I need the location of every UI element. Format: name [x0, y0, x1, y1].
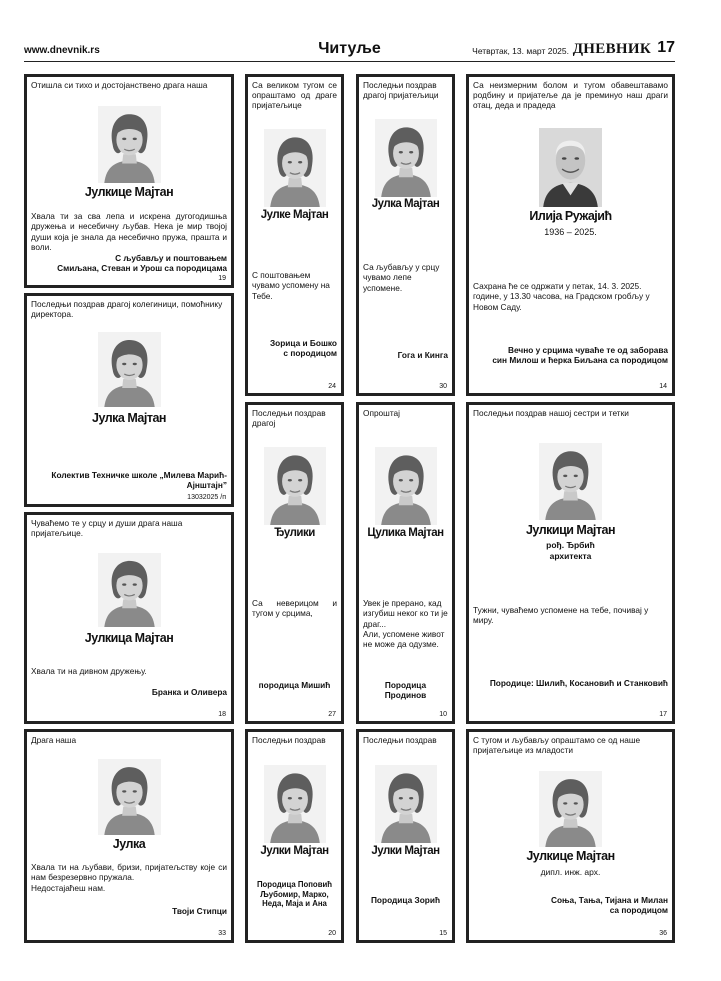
portrait-photo	[98, 759, 161, 835]
ad-text: Увек је прерано, кад изгубиш неког ко ти је драг... Али, успомене живот не може да одузме.	[363, 598, 448, 650]
obituary-ad	[466, 74, 675, 396]
deceased-name: Јулки Мајтан	[260, 845, 329, 857]
obituary-ad	[466, 729, 675, 943]
portrait-photo	[539, 128, 602, 207]
deceased-name: Илија Ружајић	[529, 209, 612, 223]
obituary-ad	[356, 729, 455, 943]
ad-number: 15	[439, 930, 447, 937]
ad-intro: Последњи поздрав	[363, 735, 437, 745]
ad-intro: Последњи поздрав	[252, 735, 326, 745]
ad-intro: С тугом и љубављу опраштамо се од наше пријатељице из младости	[473, 735, 641, 756]
ad-signature: Породица Продинов	[384, 680, 427, 701]
portrait-photo	[98, 332, 161, 407]
page-number: 17	[657, 39, 675, 56]
ad-number: 13032025 /п	[187, 494, 226, 501]
ad-signature: Твоји Стипци	[172, 906, 227, 916]
portrait-photo	[375, 765, 437, 843]
ad-number: 18	[218, 711, 226, 718]
ad-signature: Породица Зорић	[370, 895, 441, 905]
ad-text: Хвала ти на дивном дружењу.	[31, 666, 147, 676]
obituary-ad	[24, 293, 234, 507]
ad-signature: Соња, Тања, Тијана и Милан са породицом	[550, 895, 668, 916]
name-details: рођ. Ђрбић архитекта	[546, 540, 595, 561]
portrait-photo	[264, 447, 326, 525]
ad-intro: Последњи поздрав драгој пријатељици	[363, 80, 439, 101]
ad-intro: Последњи поздрав драгој	[252, 408, 326, 429]
ad-signature: Породице: Шилић, Косановић и Станковић	[489, 678, 668, 688]
portrait-photo	[264, 765, 326, 843]
newspaper-logo: ДНЕВНИК	[572, 41, 651, 57]
ad-number: 20	[328, 930, 336, 937]
ad-text: Тужни, чуваћемо успомене на тебе, почивај у миру.	[473, 605, 649, 626]
portrait-photo	[539, 443, 602, 520]
ad-intro: Драга наша	[31, 735, 77, 745]
ad-number: 30	[439, 383, 447, 390]
obituary-ad	[466, 402, 675, 724]
deceased-name: Јулкица Мајтан	[84, 631, 174, 645]
ad-number: 19	[218, 275, 226, 282]
deceased-name: Јулка	[112, 837, 146, 851]
ad-text: Хвала ти на љубави, бризи, пријатељству које си нам безрезервно пружала. Недостајаћеш нам.	[31, 862, 227, 893]
ad-signature: Породица Поповић Љубомир, Марко, Неда, Маја и Ана	[256, 880, 333, 909]
obituary-ad	[24, 74, 234, 288]
ad-intro: Опроштај	[363, 408, 400, 418]
ad-number: 24	[328, 383, 336, 390]
obituary-ad	[24, 729, 234, 943]
portrait-photo	[98, 553, 161, 627]
life-years: 1936 – 2025.	[544, 227, 597, 237]
portrait-photo	[98, 106, 161, 183]
deceased-name: Ђулики	[274, 527, 315, 539]
ad-intro: Последњи поздрав драгој колегиници, помоћнику директора.	[31, 299, 223, 320]
page-header	[24, 38, 675, 62]
portrait-photo	[375, 119, 437, 197]
ad-text: Хвала ти за сва лепа и искрена дугогодишња дружења и несебичну љубав. Нека је мир твојој души која је знала да несебично пружа, прашта и воли.	[31, 211, 227, 253]
ad-intro: Са великом тугом се опраштамо од драге пријатељице	[252, 80, 337, 111]
deceased-name: Јулка Мајтан	[92, 411, 166, 425]
obituary-ad	[24, 512, 234, 724]
site-url[interactable]: www.dnevnik.rs	[24, 45, 100, 56]
portrait-photo	[375, 447, 437, 525]
ad-intro: Последњи поздрав нашој сестри и тетки	[473, 408, 629, 418]
deceased-name: Јулкице Мајтан	[84, 185, 174, 199]
ad-text: С поштовањем чувамо успомену на Тебе.	[252, 270, 330, 301]
ad-intro: Отишла си тихо и достојанствено драга наша	[31, 80, 208, 90]
obituary-ad	[356, 402, 455, 724]
ad-signature: Зорица и Бошко с породицом	[269, 338, 337, 359]
ad-signature: породица Мишић	[258, 680, 331, 690]
obituary-ad	[245, 74, 344, 396]
deceased-name: Јулке Мајтан	[260, 209, 329, 221]
obituary-ad	[245, 402, 344, 724]
portrait-photo	[264, 129, 326, 207]
issue-date: Четвртак, 13. март 2025.	[472, 46, 569, 56]
ad-text: Са љубављу у срцу чувамо лепе успомене.	[363, 262, 440, 293]
ad-number: 10	[439, 711, 447, 718]
ad-signature: Вечно у срцима чуваће те од заборава син Милош и ћерка Биљана са породицом	[492, 345, 668, 366]
ad-intro: Чуваћемо те у срцу и души драга наша пријатељице.	[31, 518, 183, 539]
ad-text: Са неверицом и тугом у срцима,	[252, 598, 337, 619]
ad-signature: Бранка и Оливера	[151, 687, 227, 697]
ad-number: 14	[659, 383, 667, 390]
ad-number: 36	[659, 930, 667, 937]
ad-number: 17	[659, 711, 667, 718]
obituary-ad	[245, 729, 344, 943]
deceased-name: Цулика Мајтан	[367, 527, 444, 539]
ad-intro: Са неизмерним болом и тугом обавештавамо родбину и пријатеље да је преминуо наш драги отац, деда и прадеда	[473, 80, 668, 111]
deceased-name: Јулка Мајтан	[371, 198, 440, 210]
ad-signature: Гога и Кинга	[397, 350, 448, 360]
deceased-name: Јулки Мајтан	[371, 845, 440, 857]
deceased-name: Јулкици Мајтан	[525, 523, 616, 537]
ad-signature: Колектив Техничке школе „Милева Марић-Ајнштајн”	[51, 470, 227, 491]
ad-signature: С љубављу и поштовањем Смиљана, Стеван и Урош са породицама	[57, 253, 227, 274]
deceased-name: Јулкице Мајтан	[526, 849, 615, 863]
ad-number: 27	[328, 711, 336, 718]
portrait-photo	[539, 771, 602, 847]
name-details: дипл. инж. арх.	[540, 867, 601, 877]
obituary-ad	[356, 74, 455, 396]
section-title: Читуље	[318, 40, 381, 57]
ad-text: Сахрана ће се одржати у петак, 14. 3. 2025. године, у 13.30 часова, на Градском гробљу у Новом Саду.	[473, 281, 650, 312]
ad-number: 33	[218, 930, 226, 937]
